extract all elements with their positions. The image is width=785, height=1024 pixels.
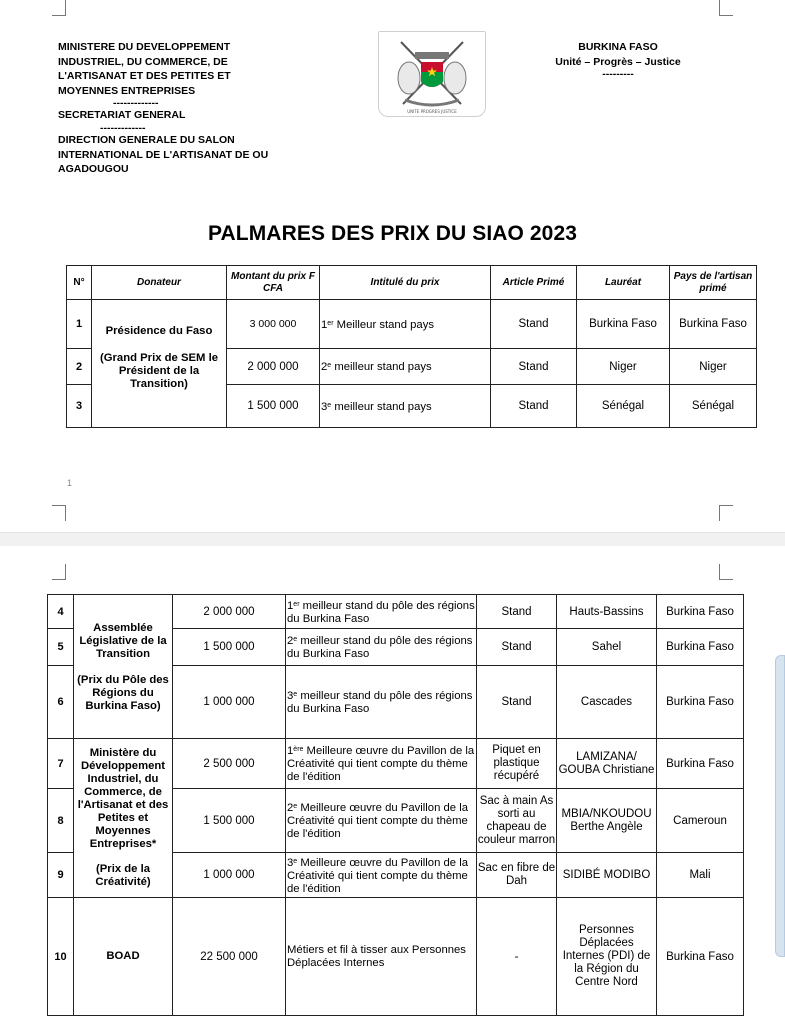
secretariat-label: SECRETARIAT GENERAL	[58, 109, 186, 122]
prize-amount: 2 000 000	[173, 595, 286, 629]
ministry-line: L'ARTISANAT ET DES PETITES ET	[58, 70, 231, 83]
row-number: 2	[67, 349, 92, 385]
donor-cell	[74, 739, 173, 898]
side-panel-handle[interactable]	[775, 655, 785, 957]
laureate: Personnes Déplacées Internes (PDI) de la Région du Centre Nord	[557, 898, 657, 1016]
ministry-line: MINISTERE DU DEVELOPPEMENT	[58, 41, 231, 53]
national-motto: Unité – Progrès – Justice	[555, 55, 681, 68]
row-number: 4	[48, 595, 74, 629]
crop-mark	[52, 0, 66, 16]
table-row	[48, 595, 744, 629]
col-header-donor: Donateur	[92, 266, 227, 300]
donor-cell	[74, 595, 173, 739]
awarded-article: Stand	[491, 385, 577, 428]
crop-mark	[719, 505, 733, 521]
donor-name: Assemblée Législative de la Transition	[79, 622, 167, 660]
donor-subtitle: (Prix de la Créativité)	[95, 863, 151, 888]
laureate-country: Cameroun	[657, 789, 744, 853]
prize-amount: 1 500 000	[173, 789, 286, 853]
direction-line: DIRECTION GENERALE DU SALON	[58, 133, 235, 146]
laureate-country: Burkina Faso	[657, 898, 744, 1016]
col-header-laureate: Lauréat	[577, 266, 670, 300]
col-header-num: N°	[67, 266, 92, 300]
ministry-line: INDUSTRIEL, DU COMMERCE, DE	[58, 55, 228, 68]
country-header	[548, 40, 688, 79]
prize-amount: 1 000 000	[173, 853, 286, 898]
awarded-article: Stand	[477, 595, 557, 629]
donor-subtitle: (Grand Prix de SEM le Président de la Transition)	[99, 351, 219, 390]
prize-title: 1er Meilleur stand pays	[320, 300, 491, 349]
laureate-country: Burkina Faso	[657, 666, 744, 739]
awarded-article: Stand	[491, 300, 577, 349]
row-number: 1	[67, 300, 92, 349]
laureate: LAMIZANA/ GOUBA Christiane	[557, 739, 657, 789]
prize-title: 2e meilleur stand pays	[320, 349, 491, 385]
prize-title: 3e meilleur stand du pôle des régions du Burkina Faso	[286, 666, 477, 739]
table-row	[48, 898, 744, 1016]
prize-amount: 1 000 000	[173, 666, 286, 739]
prize-amount: 2 500 000	[173, 739, 286, 789]
table-row	[48, 739, 744, 789]
ministry-header	[58, 40, 298, 177]
laureate: MBIA/NKOUDOU Berthe Angèle	[557, 789, 657, 853]
direction-line: INTERNATIONAL DE L'ARTISANAT DE OU	[58, 148, 269, 161]
laureate-country: Burkina Faso	[657, 739, 744, 789]
prize-title: 2e Meilleure œuvre du Pavillon de la Créativité qui tient compte du thème de l'édition	[286, 789, 477, 853]
awarded-article: Stand	[477, 629, 557, 666]
laureate: Cascades	[557, 666, 657, 739]
awards-table-2	[47, 594, 744, 1016]
awarded-article: Sac en fibre de Dah	[477, 853, 557, 898]
awarded-article: -	[477, 898, 557, 1016]
prize-title: 1ère Meilleure œuvre du Pavillon de la Créativité qui tient compte du thème de l'édition	[286, 739, 477, 789]
laureate: SIDIBÉ MODIBO	[557, 853, 657, 898]
prize-amount: 1 500 000	[227, 385, 320, 428]
donor-name: BOAD	[74, 898, 173, 1016]
laureate: Hauts-Bassins	[557, 595, 657, 629]
awarded-article: Stand	[477, 666, 557, 739]
laureate: Niger	[577, 349, 670, 385]
awards-table-1	[66, 265, 757, 428]
prize-title: Métiers et fil à tisser aux Personnes Déplacées Internes	[286, 898, 477, 1016]
crop-mark	[719, 0, 733, 16]
row-number: 6	[48, 666, 74, 739]
col-header-country: Pays de l'artisan primé	[670, 266, 757, 300]
prize-amount: 1 500 000	[173, 629, 286, 666]
row-number: 10	[48, 898, 74, 1016]
laureate-country: Burkina Faso	[670, 300, 757, 349]
col-header-article: Article Primé	[491, 266, 577, 300]
donor-subtitle: (Prix du Pôle des Régions du Burkina Faso)	[77, 674, 169, 712]
separator: -------------	[100, 121, 146, 134]
document-page-2	[0, 546, 785, 1024]
donor-name: Présidence du Faso	[105, 324, 213, 337]
table-row	[67, 300, 757, 349]
laureate-country: Burkina Faso	[657, 595, 744, 629]
ministry-line: MOYENNES ENTREPRISES	[58, 84, 196, 97]
crop-mark	[52, 564, 66, 580]
prize-title: 3e meilleur stand pays	[320, 385, 491, 428]
prize-amount: 3 000 000	[227, 300, 320, 349]
row-number: 7	[48, 739, 74, 789]
separator: -------------	[113, 97, 159, 110]
direction-line: AGADOUGOU	[58, 163, 129, 176]
row-number: 9	[48, 853, 74, 898]
laureate: Burkina Faso	[577, 300, 670, 349]
laureate: Sénégal	[577, 385, 670, 428]
svg-text:UNITE PROGRES JUSTICE: UNITE PROGRES JUSTICE	[407, 109, 457, 114]
laureate-country: Burkina Faso	[657, 629, 744, 666]
page-gap	[0, 532, 785, 546]
awarded-article: Stand	[491, 349, 577, 385]
laureate: Sahel	[557, 629, 657, 666]
awarded-article: Sac à main As sorti au chapeau de couleur marron	[477, 789, 557, 853]
donor-name: Ministère du Développement Industriel, du Commerce, de l'Artisanat et des Petites et Moyennes Entreprises*	[77, 747, 169, 850]
col-header-prize: Intitulé du prix	[320, 266, 491, 300]
laureate-country: Mali	[657, 853, 744, 898]
table-header-row	[67, 266, 757, 300]
prize-amount: 22 500 000	[173, 898, 286, 1016]
separator: ---------	[602, 68, 634, 81]
row-number: 3	[67, 385, 92, 428]
page-number: 1	[67, 478, 73, 488]
prize-title: 1er meilleur stand du pôle des régions du Burkina Faso	[286, 595, 477, 629]
col-header-amount: Montant du prix F CFA	[227, 266, 320, 300]
coat-of-arms-emblem	[378, 31, 486, 117]
awarded-article: Piquet en plastique récupéré	[477, 739, 557, 789]
crop-mark	[52, 505, 66, 521]
prize-title: 3e Meilleure œuvre du Pavillon de la Créativité qui tient compte du thème de l'édition	[286, 853, 477, 898]
document-title: PALMARES DES PRIX DU SIAO 2023	[207, 222, 578, 245]
row-number: 8	[48, 789, 74, 853]
country-name: BURKINA FASO	[578, 41, 658, 53]
donor-cell	[92, 300, 227, 428]
laureate-country: Niger	[670, 349, 757, 385]
row-number: 5	[48, 629, 74, 666]
prize-amount: 2 000 000	[227, 349, 320, 385]
laureate-country: Sénégal	[670, 385, 757, 428]
prize-title: 2e meilleur stand du pôle des régions du Burkina Faso	[286, 629, 477, 666]
crop-mark	[719, 564, 733, 580]
